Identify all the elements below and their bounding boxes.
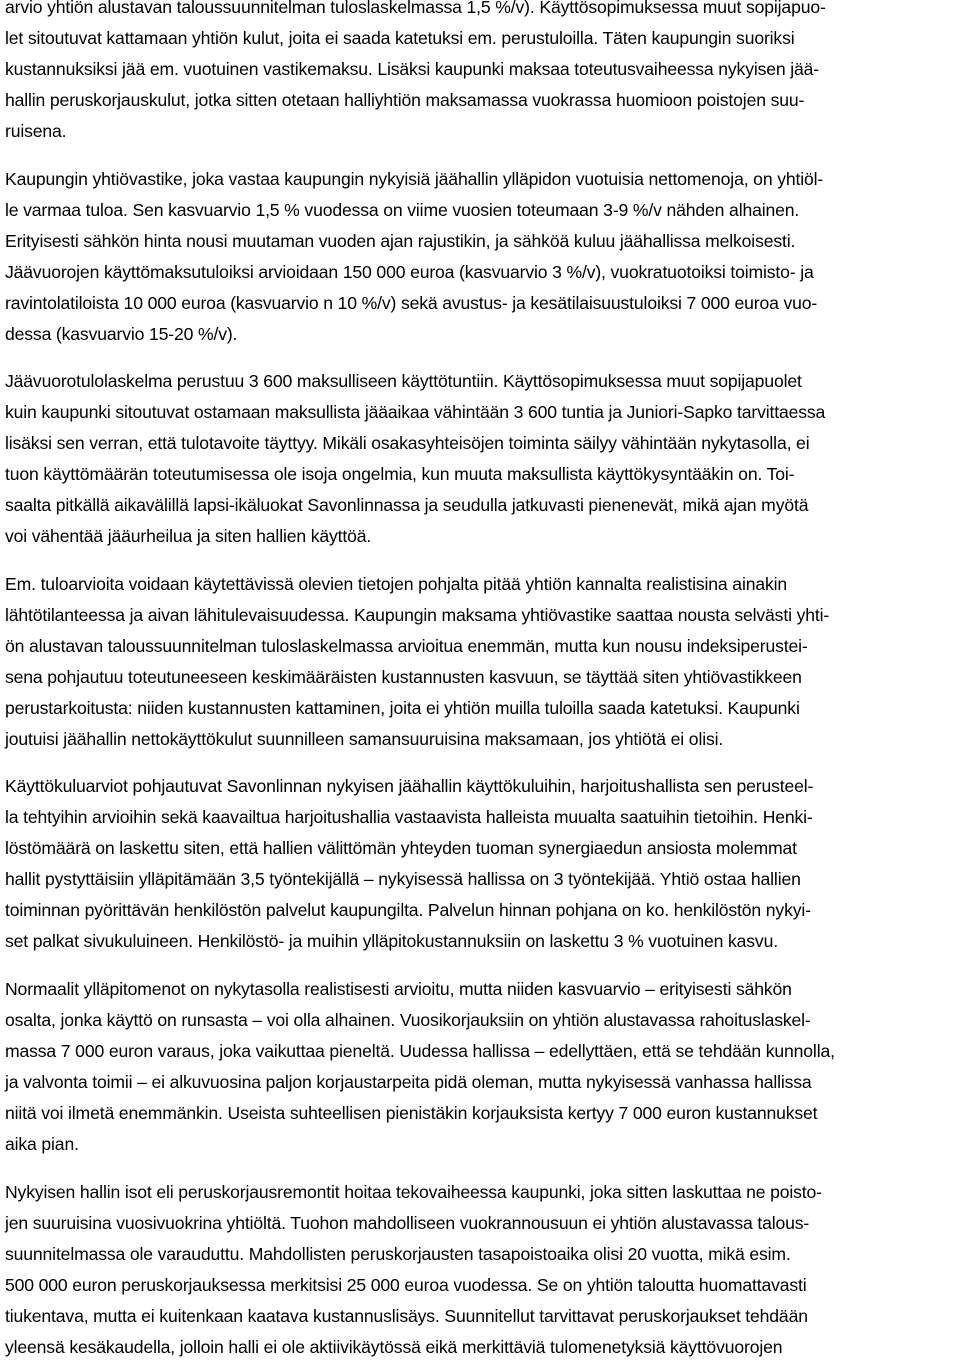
text-line: aika pian. xyxy=(5,1134,79,1154)
text-line: suunnitelmassa ole varauduttu. Mahdollisten peruskorjausten tasapoistoaika olisi 20 vuotta, mikä esim. xyxy=(5,1244,791,1264)
text-line: hallin peruskorjauskulut, jotka sitten otetaan halliyhtiön maksamassa vuokrassa huomioon poistojen suu- xyxy=(5,90,805,110)
text-line: le varmaa tuloa. Sen kasvuarvio 1,5 % vuodessa on viime vuosien toteumaan 3-9 %/v nähden alhainen. xyxy=(5,200,800,220)
text-line: tuon käyttömäärän toteutumisessa ole isoja ongelmia, kun muuta maksullista käyttökysyntääkin on. Toi- xyxy=(5,464,795,484)
text-line: arvio yhtiön alustavan taloussuunnitelman tuloslaskelmassa 1,5 %/v). Käyttösopimuksessa muut sopijapuo- xyxy=(5,0,826,17)
text-line: sena pohjautuu toteutuneeseen keskimääräisten kustannusten kasvuun, se täyttää siten yhtiövastikkeen xyxy=(5,667,802,687)
text-line: dessa (kasvuarvio 15-20 %/v). xyxy=(5,324,238,344)
text-line: toiminnan pyörittävän henkilöstön palvelut kaupungilta. Palvelun hinnan pohjana on ko. henkilöstön nykyi- xyxy=(5,900,811,920)
text-line: ravintolatiloista 10 000 euroa (kasvuarvio n 10 %/v) sekä avustus- ja kesätilaisuustuloiksi 7 000 euroa vuo- xyxy=(5,293,818,313)
text-line: Jäävuorojen käyttömaksutuloiksi arvioidaan 150 000 euroa (kasvuarvio 3 %/v), vuokratuotoiksi toimisto- ja xyxy=(5,262,814,282)
text-line: Erityisesti sähkön hinta nousi muutaman vuoden ajan rajustikin, ja sähköä kuluu jäähallissa melkoisesti. xyxy=(5,231,796,251)
text-line: Kaupungin yhtiövastike, joka vastaa kaupungin nykyisiä jäähallin ylläpidon vuotuisia nettomenoja, on yhtiöl- xyxy=(5,169,824,189)
text-line: let sitoutuvat kattamaan yhtiön kulut, joita ei saada katetuksi em. perustuloilla. Täten kaupungin suoriksi xyxy=(5,28,795,48)
text-line: joutuisi jäähallin nettokäyttökulut suunnilleen samansuuruisina maksamaan, jos yhtiötä ei olisi. xyxy=(5,729,724,749)
text-line: Nykyisen hallin isot eli peruskorjausremontit hoitaa tekovaiheessa kaupunki, joka sitten laskuttaa ne poisto- xyxy=(5,1182,822,1202)
text-line: osalta, jonka käyttö on runsasta – voi olla alhainen. Vuosikorjauksiin on yhtiön alustavassa rahoituslaskel- xyxy=(5,1010,811,1030)
text-line: Käyttökuluarviot pohjautuvat Savonlinnan nykyisen jäähallin käyttökuluihin, harjoitushallista sen perusteel- xyxy=(5,776,814,796)
text-line: jen suuruisina vuosivuokrina yhtiöltä. Tuohon mahdolliseen vuokrannousuun ei yhtiön alustavassa talous- xyxy=(5,1213,810,1233)
text-line: lähtötilanteessa ja aivan lähitulevaisuudessa. Kaupungin maksama yhtiövastike saattaa nousta selvästi yhti- xyxy=(5,605,830,625)
text-line: perustarkoitusta: niiden kustannusten kattaminen, joita ei yhtiön muilla tuloilla saada katetuksi. Kaupunki xyxy=(5,698,800,718)
text-line: tiukentava, mutta ei kuitenkaan kaatava kustannuslisäys. Suunnitellut tarvittavat peruskorjaukset tehdään xyxy=(5,1306,808,1326)
text-line: set palkat sivukuluineen. Henkilöstö- ja muihin ylläpitokustannuksiin on laskettu 3 % vuotuinen kasvu. xyxy=(5,931,778,951)
text-line: kuin kaupunki sitoutuvat ostamaan maksullista jääaikaa vähintään 3 600 tuntia ja Juniori-Sapko tarvittaessa xyxy=(5,402,826,422)
text-line: ja valvonta toimii – ei alkuvuosina paljon korjaustarpeita pidä oleman, mutta nykyisessä vanhassa hallissa xyxy=(5,1072,812,1092)
text-line: saalta pitkällä aikavälillä lapsi-ikäluokat Savonlinnassa ja seudulla jatkuvasti pienenevät, mikä ajan myötä xyxy=(5,495,809,515)
text-line: niitä voi ilmetä enemmänkin. Useista suhteellisen pienistäkin korjauksista kertyy 7 000 euron kustannukset xyxy=(5,1103,818,1123)
text-line: Normaalit ylläpitomenot on nykytasolla realistisesti arvioitu, mutta niiden kasvuarvio – erityisesti sähkön xyxy=(5,979,792,999)
text-line: löstömäärä on laskettu siten, että hallien välittömän yhteyden tuoman synergiaedun ansiosta molemmat xyxy=(5,838,797,858)
text-line: hallit pystyttäisiin ylläpitämään 3,5 työntekijällä – nykyisessä hallissa on 3 työntekijää. Yhtiö ostaa hallien xyxy=(5,869,801,889)
text-line: 500 000 euron peruskorjauksessa merkitsisi 25 000 euroa vuodessa. Se on yhtiön taloutta huomattavasti xyxy=(5,1275,807,1295)
text-line: lisäksi sen verran, että tulotavoite täyttyy. Mikäli osakasyhteisöjen toiminta säilyy vähintään nykytasolla, ei xyxy=(5,433,810,453)
text-line: Jäävuorotulolaskelma perustuu 3 600 maksulliseen käyttötuntiin. Käyttösopimuksessa muut sopijapuolet xyxy=(5,371,802,391)
text-line: yleensä kesäkaudella, jolloin halli ei ole aktiivikäytössä eikä merkittäviä tulomenetyksiä käyttövuorojen xyxy=(5,1337,783,1357)
text-line: ön alustavan taloussuunnitelman tuloslaskelmassa arvioitua enemmän, mutta kun nousu indeksiperustei- xyxy=(5,636,808,656)
text-line: massa 7 000 euron varaus, joka vaikuttaa pieneltä. Uudessa hallissa – edellyttäen, että se tehdään kunnolla, xyxy=(5,1041,835,1061)
text-line: kustannuksiksi jää em. vuotuinen vastikemaksu. Lisäksi kaupunki maksaa toteutusvaiheessa nykyisen jää- xyxy=(5,59,819,79)
text-line: la tehtyihin arvioihin sekä kaavailtua harjoitushallia vastaavista halleista muualta saatuihin tietoihin. Henki- xyxy=(5,807,813,827)
text-line: ruisena. xyxy=(5,121,67,141)
text-line: Em. tuloarvioita voidaan käytettävissä olevien tietojen pohjalta pitää yhtiön kannalta realistisina ainakin xyxy=(5,574,788,594)
text-line: voi vähentää jääurheilua ja siten hallien käyttöä. xyxy=(5,526,372,546)
